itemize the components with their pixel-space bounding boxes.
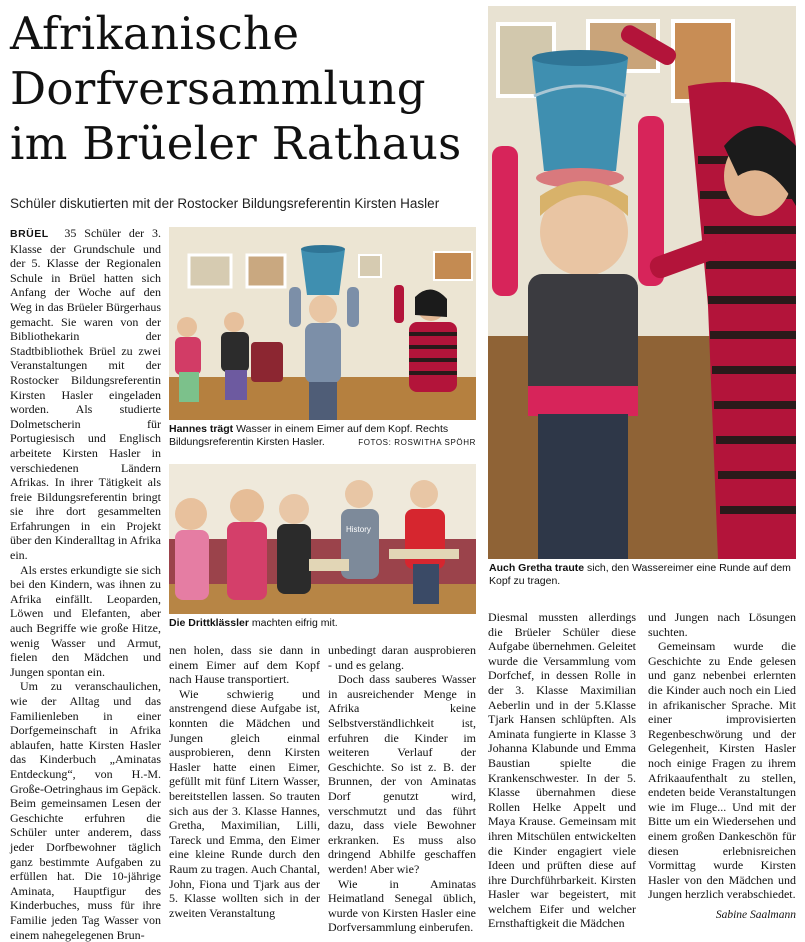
dateline: BRÜEL	[10, 228, 49, 240]
caption-text: Wasser in einem Eimer auf dem Kopf. Rechts Bildungsreferentin Kirsten Hasler.	[169, 423, 449, 448]
caption-lead: Hannes trägt	[169, 423, 234, 435]
column-3	[328, 643, 476, 935]
paragraph: Als erstes erkundigte sie sich bei den Kindern, was ihnen zu Afrika einfällt. Leoparden, Löwen und Elefanten, aber auch Begriffe wie große Hitze, wenig Wasser und Armut, fielen den Mädchen und Jungen spontan ein.	[10, 562, 161, 679]
paragraph: Wie schwierig und anstrengend diese Aufgabe ist, konnten die Mädchen und Jungen gleich einmal ausprobieren, denn Kirsten Hasler hatte einen Eimer, gefüllt mit fünf Litern Wasser, bereitstellen lassen. So trauten sich aus der 3. Klasse Hannes, Gretha, Maximilian, Lilli, Tareck und Emma, den Eimer eine kleine Runde durch den Raum zu tragen. Auch Chantal, John, Fiona und Tjark aus der 5. Klasse wollten sich in der zweiten Veranstaltung	[169, 686, 320, 920]
photo-hannes-image	[169, 227, 476, 420]
photo-gretha-bucket	[488, 6, 796, 559]
caption-photo-gretha	[489, 562, 796, 588]
paragraph: Diesmal mussten allerdings die Brüeler Schüler diese Aufgabe übernehmen. Geleitet wurde die Versammlung vom Dorfchef, in dessen Rolle in der 3. Klasse Maximilian Aeberlin und in der 5.Klasse Tjark Hansen schlüpften. Als Aminata fungierte in Klasse 3 Johanna Klabunde und Emma Baustian spielte die Krankenschwester. In der 5. Klasse übernahmen diese Rollen Helke Appelt und Maya Krause. Gemeinsam mit ihren Mitschülen entwickelten die Kinder engagiert viele Ideen und prüften diese auf ihre Durchführbarkeit. Kirsten Hasler war begeistert, mit welchem Eifer und welcher Ernsthaftigkeit die Mädchen	[488, 610, 636, 931]
subheadline: Schüler diskutierten mit der Rostocker Bildungsreferentin Kirsten Hasler	[10, 196, 440, 211]
photo-third-graders	[169, 464, 476, 614]
column-2	[169, 643, 320, 920]
caption-photo-hannes	[169, 423, 476, 449]
headline-line-3: im Brüeler Rathaus	[10, 117, 462, 170]
photo-hannes-bucket	[169, 227, 476, 420]
shirt-text: History	[346, 525, 371, 534]
caption-lead: Auch Gretha traute	[489, 562, 585, 574]
caption-photo-third-graders	[169, 617, 476, 630]
paragraph: Um zu veranschaulichen, wie der Alltag und das Familienleben in einer Dorfgemeinschaft in Afrika ablaufen, hatte Kirsten Hasler das Kinderbuch „Aminatas Entdeckung“, von H.-M. Große-Oetringhaus im Gepäck. Beim gemeinsamen Lesen der Geschichte erfuhren die Schüler unter anderem, dass jeder Dorfbewohner täglich ganz bestimmte Aufgaben zu erfüllen hat. Die 10-jährige Aminata, Hauptfigur des Kinderbuches, muss für ihre Familie jeden Tag Wasser von einem nahegelegenen Brun-	[10, 679, 161, 942]
paragraph: unbedingt daran ausprobieren - und es gelang.	[328, 643, 476, 672]
column-4	[488, 610, 636, 931]
author-byline: Sabine Saalmann	[715, 908, 796, 921]
paragraph: Doch dass sauberes Wasser in ausreichender Menge in Afrika keine Selbstverständlichkeit ist, erfuhren die Kinder im weiteren Verlauf der Geschichte. So ist z. B. der Brunnen, der von Aminatas Dorf genutzt wird, verschmutzt und das führt dazu, dass viele Bewohner erkranken. Es muss also dringend Abhilfe geschaffen werden! Aber wie?	[328, 672, 476, 876]
headline	[10, 6, 480, 171]
photo-third-graders-image	[169, 464, 476, 614]
photo-credit: FOTOS: ROSWITHA SPÖHR	[358, 438, 476, 447]
photo-gretha-image	[488, 6, 796, 559]
paragraph: Wie in Aminatas Heimatland Senegal üblich, wurde von Kirsten Hasler eine Dorfversammlung einberufen.	[328, 876, 476, 935]
paragraph	[10, 226, 161, 563]
paragraph: und Jungen nach Lösungen suchten.	[648, 610, 796, 639]
paragraph: Gemeinsam wurde die Geschichte zu Ende gelesen und ganz nebenbei erlernten die Kinder auch noch ein Lied in afrikanischer Sprache. Mit einer improvisierten Regenbeschwörung und der Gelegenheit, Kirsten Hasler noch einige Fragen zu ihrem Afrikaaufenthalt zu stellen, endeten beide Veranstaltungen wie im Fluge... Und mit der Bitte um ein Wiedersehen und einem großen Dankeschön für diesen erlebnisreichen Vormittag wurde Kirsten Hasler von den Mädchen und Jungen herzlich verabschiedet.	[648, 639, 796, 902]
paragraph: nen holen, dass sie dann in einem Eimer auf dem Kopf nach Hause transportiert.	[169, 643, 320, 687]
column-1	[10, 226, 161, 942]
caption-lead: Die Drittklässler	[169, 617, 249, 629]
caption-text: sich, den Wassereimer eine Runde auf dem Kopf zu tragen.	[489, 562, 791, 587]
headline-line-1: Afrikanische	[10, 7, 300, 60]
column-5	[648, 610, 796, 922]
paragraph-text: 35 Schüler der 3. Klasse der Grundschule und der 5. Klasse der Regionalen Schule in Brüel hatten sich Anfang der Woche auf den Weg in das Brüeler Bürgerhaus gemacht. Sie waren von der Bibliothekarin der Stadtbibliothek Brüel zu zwei Veranstaltungen mit der Rostocker Bildungsreferentin Kirsten Hasler eingeladen worden. Als studierte Dolmetscherin für Portugiesisch und Englisch arbeitete Kirsten Hasler in verschiedenen Ländern Afrikas. In ihrer Tätigkeit als freie Bildungsreferentin bringt sie ihre dort gesammelten Erfahrungen in ein Projekt über den Kinderalltag in Afrika ein.	[10, 226, 162, 563]
caption-text: machten eifrig mit.	[248, 617, 338, 629]
headline-line-2: Dorfversammlung	[10, 62, 426, 115]
